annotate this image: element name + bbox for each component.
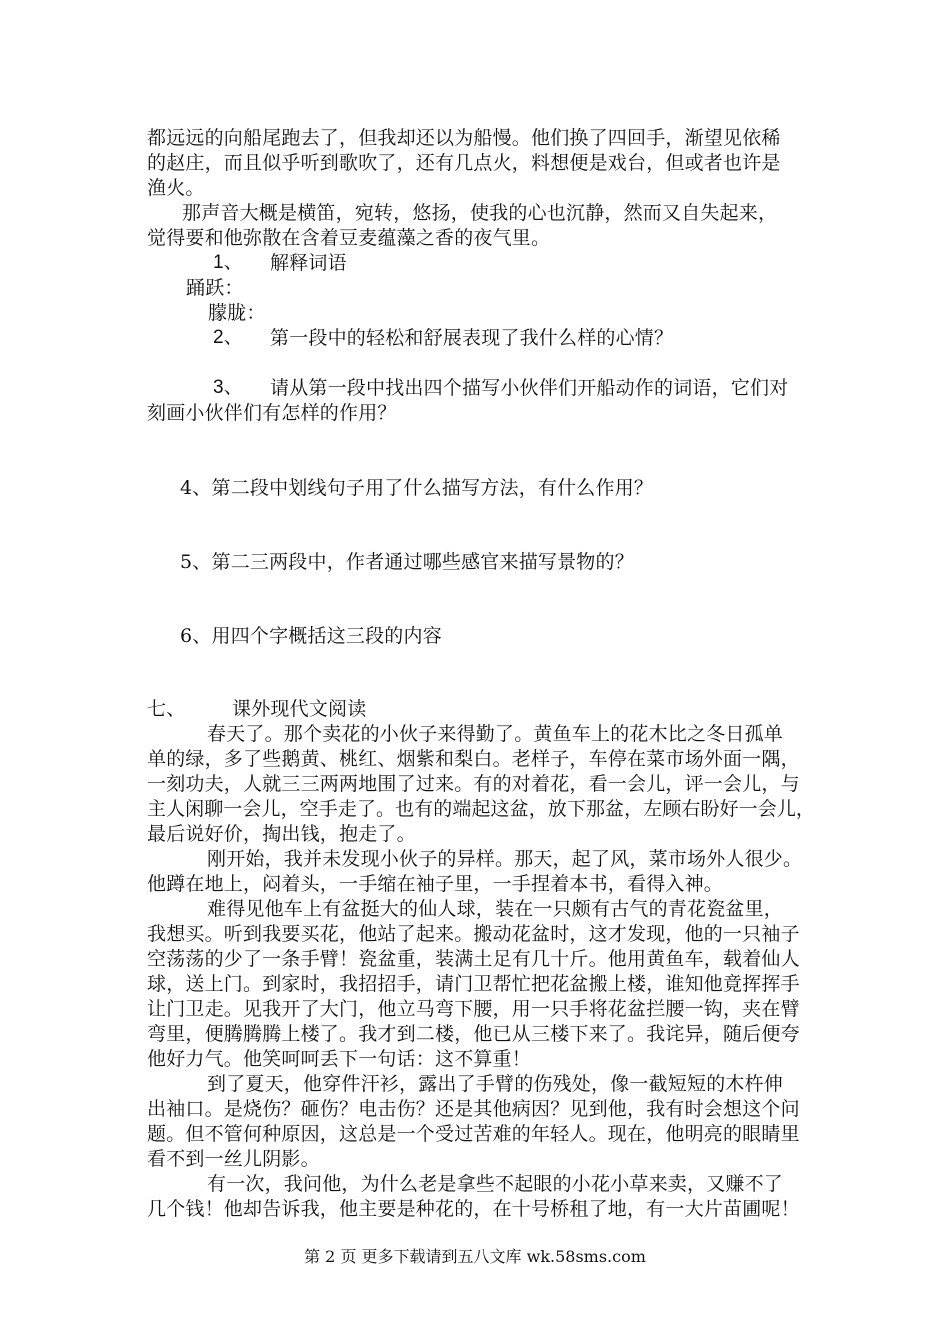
question-1-text: 解释词语 [270,252,347,274]
reading-line: 球，送上门。到家时，我招招手，请门卫帮忙把花盆搬上楼，谁知他竟挥挥手 [147,973,800,995]
reading-line: 弯里，便腾腾腾上楼了。我才到二楼，他已从三楼下来了。我诧异，随后便夸 [147,1023,800,1045]
passage-line: 那声音大概是横笛，宛转，悠扬，使我的心也沉静，然而又自失起来， [182,202,778,224]
reading-line: 他好力气。他笑呵呵丢下一句话：这不算重！ [147,1048,532,1070]
reading-line: 单的绿，多了些鹅黄、桃红、烟紫和梨白。老样子，车停在菜市场外面一隅， [147,748,800,770]
vocab-word-1: 踊跃： [186,277,244,299]
reading-line: 最后说好价，掏出钱，抱走了。 [147,823,416,845]
reading-line: 难得见他车上有盆挺大的仙人球，装在一只颇有古气的青花瓷盆里， [207,898,784,920]
passage-line: 渔火。 [147,177,205,199]
passage-line: 的赵庄，而且似乎听到歌吹了，还有几点火，料想便是戏台，但或者也许是 [147,152,781,174]
question-3-text-cont: 刻画小伙伴们有怎样的作用？ [147,402,397,424]
reading-line: 几个钱！他却告诉我，他主要是种花的，在十号桥租了地，有一大片苗圃呢！ [147,1198,800,1220]
passage-line: 都远远的向船尾跑去了，但我却还以为船慢。他们换了四回手，渐望见依稀 [147,127,781,149]
reading-line: 空荡荡的少了一条手臂！瓷盆重，装满土足有几十斤。他用黄鱼车，载着仙人 [147,948,800,970]
question-6: 6、用四个字概括这三段的内容 [180,625,442,647]
reading-line: 出袖口。是烧伤？砸伤？电击伤？还是其他病因？见到他，我有时会想这个问 [147,1098,800,1120]
reading-line: 一刻功夫，人就三三两两地围了过来。有的对着花，看一会儿，评一会儿，与 [147,773,800,795]
reading-line: 题。但不管何种原因，这总是一个受过苦难的年轻人。现在，他明亮的眼睛里 [147,1123,800,1145]
vocab-word-2: 朦胧： [208,302,266,324]
page-footer: 第 2 页 更多下载请到五八文库 wk.58sms.com [304,1247,646,1266]
question-3-text: 请从第一段中找出四个描写小伙伴们开船动作的词语，它们对 [270,377,789,399]
reading-line: 看不到一丝儿阴影。 [147,1148,320,1170]
passage-line: 觉得要和他弥散在含着豆麦蕴藻之香的夜气里。 [147,227,551,249]
reading-line: 我想买。听到我要买花，他站了起来。搬动花盆时，这才发现，他的一只袖子 [147,923,800,945]
reading-line: 主人闲聊一会儿，空手走了。也有的端起这盆，放下那盆，左顾右盼好一会儿， [147,798,816,820]
question-2-text: 第一段中的轻松和舒展表现了我什么样的心情？ [270,327,674,349]
reading-line: 刚开始，我并未发现小伙子的异样。那天，起了风，菜市场外人很少。 [207,848,803,870]
reading-line: 他蹲在地上，闷着头，一手缩在袖子里，一手捏着本书，看得入神。 [147,873,724,895]
question-3-number: 3、 [213,377,243,398]
reading-line: 有一次，我问他，为什么老是拿些不起眼的小花小草来卖，又赚不了 [207,1173,784,1195]
question-2-number: 2、 [213,327,243,348]
question-1-number: 1、 [213,252,243,273]
section-title: 课外现代文阅读 [232,698,367,720]
reading-line: 春天了。那个卖花的小伙子来得勤了。黄鱼车上的花木比之冬日孤单 [207,723,784,745]
question-5: 5、第二三两段中，作者通过哪些感官来描写景物的？ [180,551,634,573]
reading-line: 让门卫走。见我开了大门，他立马弯下腰，用一只手将花盆拦腰一钩，夹在臂 [147,998,800,1020]
section-number: 七、 [147,698,186,720]
question-4: 4、第二段中划线句子用了什么描写方法，有什么作用？ [180,477,654,499]
reading-line: 到了夏天，他穿件汗衫，露出了手臂的伤残处，像一截短短的木杵伸 [207,1073,784,1095]
